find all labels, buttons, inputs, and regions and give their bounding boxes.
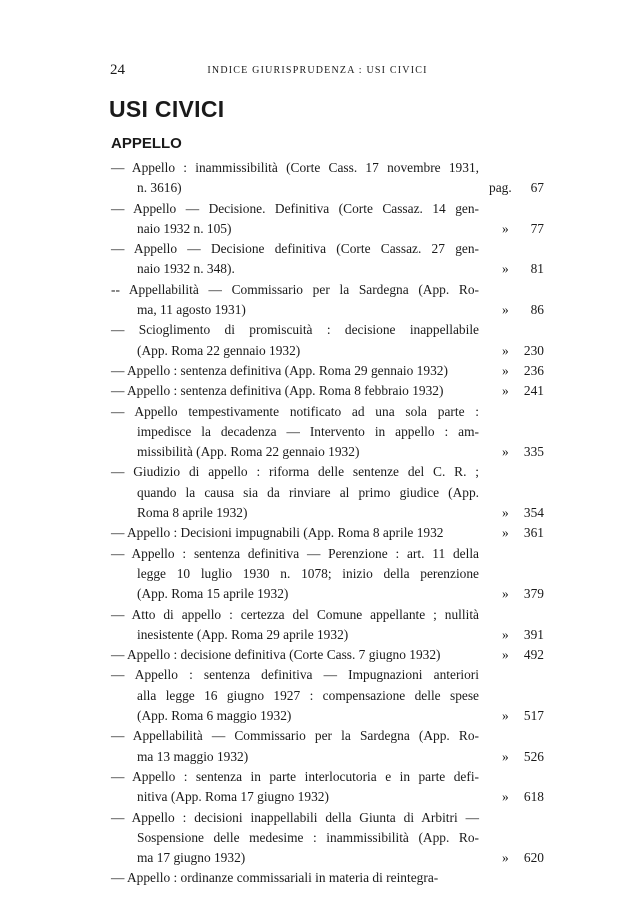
reference-label: » <box>502 383 509 399</box>
entry-line <box>111 767 544 787</box>
entry-line <box>111 686 544 706</box>
index-entries <box>111 158 544 889</box>
entry-text: ma 13 maggio 1932) <box>137 748 249 764</box>
reference-page-number: 379 <box>523 586 544 602</box>
entry-line <box>111 300 544 320</box>
entry-text: — Appello : sentenza definitiva — Impugnazioni anteriori <box>111 667 479 683</box>
reference-label: » <box>502 261 509 277</box>
entry-line <box>111 787 544 807</box>
reference-page-number: 67 <box>530 180 544 196</box>
entry-line <box>111 564 544 584</box>
entry-line <box>111 341 544 361</box>
entry-text: — Appello : sentenza in parte interlocutoria e in parte defi- <box>111 768 479 784</box>
index-entry <box>111 808 544 869</box>
entry-line <box>111 422 544 442</box>
reference-page-number: 517 <box>523 708 544 724</box>
index-entry <box>111 361 544 381</box>
reference-page-number: 241 <box>523 383 544 399</box>
section-title: USI CIVICI <box>109 96 225 122</box>
reference-page-number: 492 <box>523 647 544 663</box>
entry-line <box>111 178 544 198</box>
entry-text: — Appello : sentenza definitiva — Perenzione : art. 11 della <box>111 545 479 561</box>
entry-text: naio 1932 n. 348). <box>137 261 235 277</box>
entry-line <box>111 483 544 503</box>
entry-text: — Scioglimento di promiscuità : decisione inappellabile <box>111 322 479 338</box>
entry-line <box>111 665 544 685</box>
reference-label: » <box>502 302 509 318</box>
reference-label: » <box>502 708 509 724</box>
entry-line <box>111 503 544 523</box>
index-entry <box>111 320 544 361</box>
entry-line <box>111 625 544 645</box>
reference-label: » <box>502 586 509 602</box>
reference-page-number: 620 <box>523 850 544 866</box>
running-head: INDICE GIURISPRUDENZA : USI CIVICI <box>207 65 428 76</box>
entry-text: alla legge 16 giugno 1927 : compensazione delle spese <box>137 687 479 703</box>
reference-label: » <box>502 525 509 541</box>
entry-line <box>111 523 544 543</box>
entry-text: — Appello — Decisione definitiva (Corte Cassaz. 27 gen- <box>111 241 479 257</box>
entry-text: inesistente (App. Roma 29 aprile 1932) <box>137 626 349 642</box>
entry-line <box>111 199 544 219</box>
index-entry <box>111 199 544 240</box>
entry-text: (App. Roma 15 aprile 1932) <box>137 586 289 602</box>
page-header <box>110 62 525 82</box>
entry-text: naio 1932 n. 105) <box>137 220 232 236</box>
reference-label: » <box>502 444 509 460</box>
entry-text: — Appello : sentenza definitiva (App. Roma 29 gennaio 1932) <box>111 362 448 378</box>
index-entry <box>111 605 544 646</box>
entry-text: Sospensione delle medesime : inammissibilità (App. Ro- <box>137 829 479 845</box>
reference-label: pag. <box>489 180 512 196</box>
entry-line <box>111 808 544 828</box>
reference-page-number: 361 <box>523 525 544 541</box>
entry-text: — Giudizio di appello : riforma delle sentenze del C. R. ; <box>111 464 479 480</box>
index-entry <box>111 280 544 321</box>
index-entry <box>111 767 544 808</box>
entry-line <box>111 706 544 726</box>
entry-text: — Atto di appello : certezza del Comune appellante ; nullità <box>111 606 479 622</box>
entry-text: nitiva (App. Roma 17 giugno 1932) <box>137 789 329 805</box>
entry-line <box>111 605 544 625</box>
reference-page-number: 77 <box>530 220 544 236</box>
index-entry <box>111 868 544 888</box>
entry-text: — Appello : sentenza definitiva (App. Roma 8 febbraio 1932) <box>111 383 444 399</box>
entry-line <box>111 726 544 746</box>
entry-line <box>111 158 544 178</box>
index-entry <box>111 645 544 665</box>
reference-page-number: 236 <box>523 362 544 378</box>
entry-text: legge 10 luglio 1930 n. 1078; inizio della perenzione <box>137 565 479 581</box>
entry-text: — Appello : ordinanze commissariali in materia di reintegra- <box>111 870 439 886</box>
entry-line <box>111 239 544 259</box>
index-entry <box>111 158 544 199</box>
entry-line <box>111 828 544 848</box>
entry-line <box>111 584 544 604</box>
index-entry <box>111 544 544 605</box>
entry-line <box>111 645 544 665</box>
reference-label: » <box>502 850 509 866</box>
entry-line <box>111 219 544 239</box>
index-entry <box>111 402 544 463</box>
entry-line <box>111 868 544 888</box>
entry-text: — Appello : decisioni inappellabili della Giunta di Arbitri — <box>111 809 479 825</box>
entry-line <box>111 462 544 482</box>
index-entry <box>111 665 544 726</box>
reference-label: » <box>502 626 509 642</box>
reference-label: » <box>502 220 509 236</box>
index-entry <box>111 381 544 401</box>
index-entry <box>111 462 544 523</box>
entry-text: — Appello tempestivamente notificato ad una sola parte : <box>111 403 479 419</box>
index-entry <box>111 726 544 767</box>
entry-text: ma, 11 agosto 1931) <box>137 302 246 318</box>
entry-text: quando la causa sia da rinviare al primo giudice (App. <box>137 484 479 500</box>
entry-text: missibilità (App. Roma 22 gennaio 1932) <box>137 444 360 460</box>
reference-label: » <box>502 789 509 805</box>
entry-line <box>111 848 544 868</box>
page-number: 24 <box>110 62 125 78</box>
reference-label: » <box>502 647 509 663</box>
entry-line <box>111 381 544 401</box>
entry-line <box>111 320 544 340</box>
entry-line <box>111 259 544 279</box>
entry-text: ma 17 giugno 1932) <box>137 850 246 866</box>
entry-line <box>111 361 544 381</box>
reference-page-number: 354 <box>523 505 544 521</box>
entry-text: impedisce la decadenza — Intervento in appello : am- <box>137 423 479 439</box>
reference-page-number: 618 <box>523 789 544 805</box>
entry-text: — Appello : Decisioni impugnabili (App. Roma 8 aprile 1932 <box>111 525 444 541</box>
entry-line <box>111 280 544 300</box>
index-entry <box>111 239 544 280</box>
reference-label: » <box>502 342 509 358</box>
reference-label: » <box>502 362 509 378</box>
entry-text: — Appello : inammissibilità (Corte Cass. 17 novembre 1931, <box>111 160 479 175</box>
entry-text: — Appello : decisione definitiva (Corte Cass. 7 giugno 1932) <box>111 647 441 663</box>
reference-label: » <box>502 748 509 764</box>
subsection-title: APPELLO <box>111 135 182 152</box>
entry-line <box>111 544 544 564</box>
entry-line <box>111 402 544 422</box>
entry-text: Roma 8 aprile 1932) <box>137 505 248 521</box>
entry-text: — Appello — Decisione. Definitiva (Corte Cassaz. 14 gen- <box>111 200 479 216</box>
reference-page-number: 81 <box>530 261 544 277</box>
entry-line <box>111 442 544 462</box>
entry-text: (App. Roma 22 gennaio 1932) <box>137 342 301 358</box>
reference-page-number: 391 <box>523 626 544 642</box>
reference-page-number: 526 <box>523 748 544 764</box>
entry-text: — Appellabilità — Commissario per la Sardegna (App. Ro- <box>111 728 479 744</box>
index-entry <box>111 523 544 543</box>
reference-page-number: 86 <box>530 302 544 318</box>
reference-label: » <box>502 505 509 521</box>
entry-text: n. 3616) <box>137 180 182 196</box>
entry-line <box>111 747 544 767</box>
reference-page-number: 230 <box>523 342 544 358</box>
entry-text: -- Appellabilità — Commissario per la Sardegna (App. Ro- <box>111 281 479 297</box>
entry-text: (App. Roma 6 maggio 1932) <box>137 708 292 724</box>
reference-page-number: 335 <box>523 444 544 460</box>
